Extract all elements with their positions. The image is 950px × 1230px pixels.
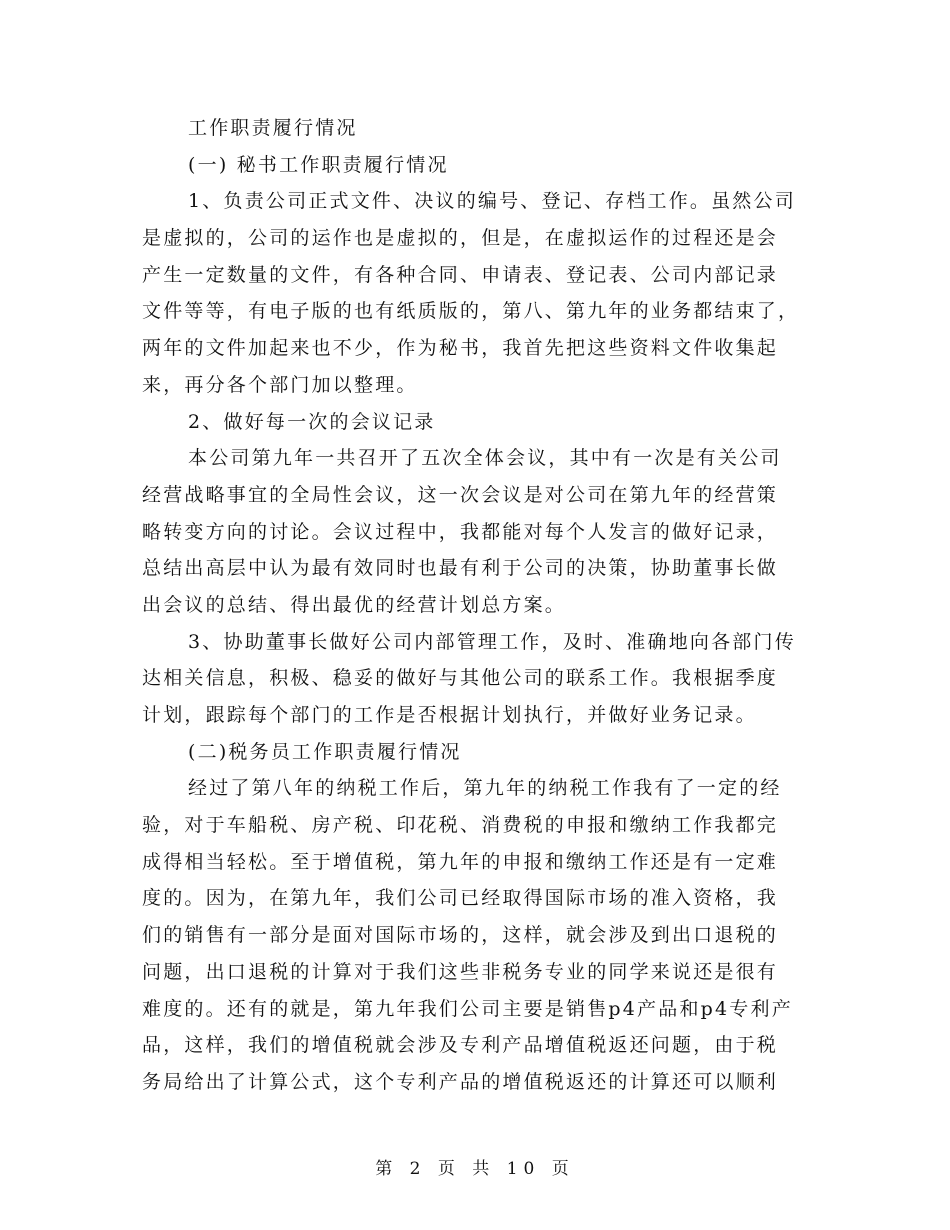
text-line: 成得相当轻松。至于增值税，第九年的申报和缴纳工作还是有一定难: [142, 850, 779, 873]
text-line: 1、负责公司正式文件、决议的编号、登记、存档工作。虽然公司: [188, 190, 796, 213]
text-line: 品，这样，我们的增值税就会涉及专利产品增值税返还问题，由于税: [142, 1034, 779, 1057]
text-line: 务局给出了计算公式，这个专利产品的增值税返还的计算还可以顺利: [142, 1070, 779, 1093]
text-line: 经过了第八年的纳税工作后，第九年的纳税工作我有了一定的经: [188, 777, 782, 800]
text-line: 度的。因为，在第九年，我们公司已经取得国际市场的准入资格，我: [142, 887, 779, 910]
text-line: 产生一定数量的文件，有各种合同、申请表、登记表、公司内部记录: [142, 263, 779, 286]
text-line: 2、做好每一次的会议记录: [188, 410, 436, 433]
text-line: 是虚拟的，公司的运作也是虚拟的，但是，在虚拟运作的过程还是会: [142, 227, 779, 250]
text-line: 总结出高层中认为最有效同时也最有利于公司的决策，协助董事长做: [142, 557, 779, 580]
text-line: 计划，跟踪每个部门的工作是否根据计划执行，并做好业务记录。: [142, 704, 757, 726]
text-line: 验，对于车船税、房产税、印花税、消费税的申报和缴纳工作我都完: [142, 814, 779, 837]
subsection-heading: (二)税务员工作职责履行情况: [188, 740, 462, 763]
text-line: 两年的文件加起来也不少，作为秘书，我首先把这些资料文件收集起: [142, 337, 779, 360]
subsection-heading: (一) 秘书工作职责履行情况: [188, 153, 449, 176]
text-line: 来，再分各个部门加以整理。: [142, 373, 418, 396]
text-line: 略转变方向的讨论。会议过程中，我都能对每个人发言的做好记录，: [142, 520, 779, 543]
text-line: 问题，出口退税的计算对于我们这些非税务专业的同学来说还是很有: [142, 960, 779, 983]
document-body: [142, 110, 807, 1101]
text-line: 们的销售有一部分是面对国际市场的，这样，就会涉及到出口退税的: [142, 924, 779, 947]
text-line: 难度的。还有的就是，第九年我们公司主要是销售p4产品和p4专利产: [142, 997, 793, 1020]
text-line: 出会议的总结、得出最优的经营计划总方案。: [142, 593, 567, 616]
text-line: 文件等等，有电子版的也有纸质版的，第八、第九年的业务都结束了，: [142, 300, 800, 323]
page-number-footer: 第 2 页 共 10 页: [375, 1159, 575, 1179]
text-line: 3、协助董事长做好公司内部管理工作，及时、准确地向各部门传: [188, 630, 796, 653]
section-heading: 工作职责履行情况: [188, 117, 358, 139]
text-line: 达相关信息，积极、稳妥的做好与其他公司的联系工作。我根据季度: [142, 667, 779, 690]
text-line: 本公司第九年一共召开了五次全体会议，其中有一次是有关公司: [188, 447, 782, 470]
text-line: 经营战略事宜的全局性会议，这一次会议是对公司在第九年的经营策: [142, 483, 779, 506]
